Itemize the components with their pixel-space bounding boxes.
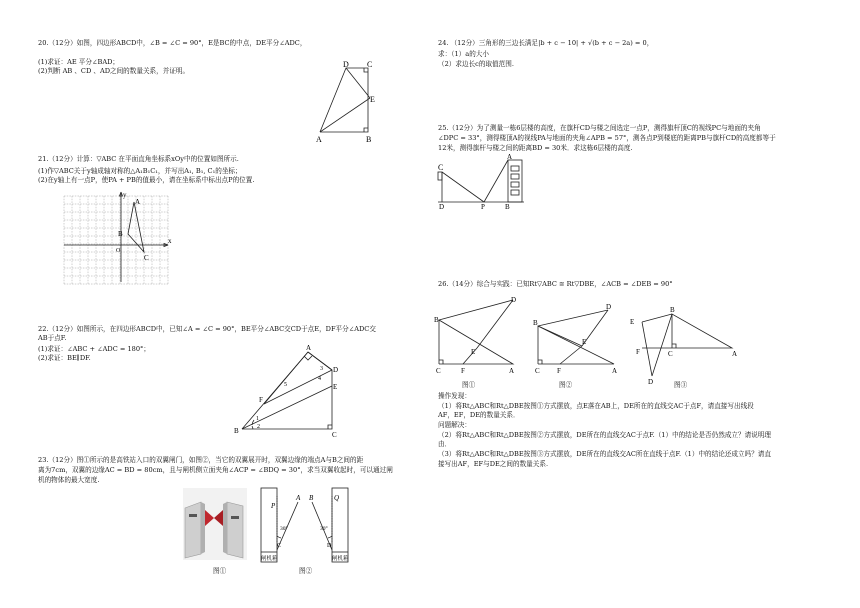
q22-angle-4: 4 — [318, 376, 321, 382]
q22-label-B: B — [234, 427, 239, 435]
q26-f1-label-A: A — [509, 367, 515, 375]
q26-section-discover: 操作发现： — [438, 392, 471, 400]
q23-line2: 离为7cm，双翼的边缘AC = BD = 80cm，且与闸机侧立面夹角∠ACP = ∠BDQ = 30°，求当双翼收起时，可以通过闸 — [38, 466, 393, 474]
q23-label-D: D — [327, 543, 332, 549]
q22-quadrilateral-figure — [228, 340, 348, 440]
q26-part3-line1: （3）将Rt△ABC和Rt△DBE按图③方式摆放，DE所在的直线交AC所在直线于点F.（1）中的结论还成立吗？请直 — [438, 450, 771, 458]
q26-figure-1 — [433, 294, 523, 380]
q24-part1: 求：（1）a的大小 — [438, 50, 489, 58]
q23-gate-diagram — [258, 482, 358, 566]
q26-f2-label-F: F — [557, 367, 561, 375]
q25-line2: ∠DPC = 33°，测得楼顶A的视线PA与地面的夹角∠APB = 57°，测各点P到楼底的距离PB与旗杆CD的高度都等于 — [438, 134, 776, 142]
q22-angle-5: 5 — [284, 382, 287, 388]
q23-gate-photo — [183, 488, 247, 560]
q20-label-A: A — [316, 135, 322, 144]
q23-label-P: P — [271, 502, 276, 510]
q26-f1-label-D: D — [511, 296, 517, 304]
q26-caption-fig3: 图③ — [674, 381, 688, 389]
q23-gate-box-right: 闸机箱 — [332, 556, 349, 562]
q20-label-D: D — [343, 60, 349, 69]
q23-gate-box-left: 闸机箱 — [261, 556, 278, 562]
q25-line3: 12米，测得旗杆与楼之间的距离BD = 30米．求这栋6层楼的高度. — [438, 144, 633, 152]
q23-caption-fig2: 图② — [299, 567, 313, 575]
q22-label-E: E — [333, 383, 338, 391]
q26-f1-label-C: C — [436, 367, 441, 375]
q26-f2-label-E: E — [582, 338, 587, 346]
q26-part1-line2: AF，EF，DE的数量关系． — [438, 411, 520, 419]
q22-angle-3: 3 — [320, 366, 323, 372]
q25-label-A: A — [507, 153, 513, 161]
q26-caption-fig1: 图① — [462, 381, 476, 389]
q22-angle-1: 1 — [256, 416, 259, 422]
q26-f1-label-F: F — [461, 367, 465, 375]
q26-f1-label-E: E — [471, 348, 476, 356]
q22-title: 22.（12分）如图所示，在四边形ABCD中，已知∠A = ∠C = 90°，BE平分∠ABC交CD于点E，DF平分∠ADC交 — [38, 325, 376, 333]
q26-f2-label-B: B — [533, 319, 538, 327]
q21-label-A: A — [135, 198, 141, 206]
q23-caption-fig1: 图① — [213, 567, 227, 575]
q26-f2-label-A: A — [612, 367, 618, 375]
q22-title-cont: AB于点F. — [38, 334, 67, 342]
q26-f3-label-E: E — [630, 318, 635, 326]
q22-label-A: A — [306, 344, 312, 352]
q22-label-F: F — [259, 396, 263, 404]
q20-title: 20.（12分）如图，四边形ABCD中，∠B = ∠C = 90°，E是BC的中点，DE平分∠ADC， — [38, 39, 307, 47]
q26-caption-fig2: 图② — [559, 381, 573, 389]
q23-label-Q: Q — [334, 494, 340, 502]
q22-part2: (2)求证：BE∥DF. — [38, 354, 91, 362]
q22-label-C: C — [332, 431, 337, 439]
q20-label-E: E — [370, 95, 375, 104]
q20-label-C: C — [367, 60, 373, 69]
q26-part2-line2: 由． — [438, 440, 452, 448]
q21-part1: (1)作▽ABC关于y轴成轴对称的△A₁B₁C₁，并写出A₁, B₁, C₁的坐标； — [38, 167, 242, 175]
q26-figure-2 — [530, 300, 622, 380]
q25-label-C: C — [438, 163, 444, 172]
q25-line1: 25.（12分）为了测量一栋6层楼的高度，在旗杆CD与楼之间选定一点P，测得旗杆顶C的视线PC与地面的夹角 — [438, 124, 761, 132]
q26-f3-label-F: F — [636, 348, 640, 356]
q22-part1: (1)求证：∠ABC + ∠ADC = 180°； — [38, 345, 150, 353]
q26-f3-label-C: C — [668, 350, 673, 358]
q20-quadrilateral-figure — [310, 58, 390, 148]
q26-part2-line1: （2）将Rt△ABC和Rt△DBE按图②方式摆放，DE所在的直线交AC于点F.（1）中的结论是否仍然成立？请说明理 — [438, 431, 771, 439]
q21-label-O: O — [116, 248, 121, 254]
q26-part3-line2: 接写出AF，EF与DE之间的数量关系. — [438, 460, 549, 468]
q26-part1-line1: （1）将Rt△ABC和Rt△DBE按图①方式摆放，点E落在AB上，DE所在的直线交AC于点F，请直接写出线段 — [438, 402, 754, 410]
q23-angle-right: 30° — [320, 526, 328, 532]
q26-f2-label-C: C — [535, 367, 540, 375]
q26-title: 26.（14分）综合与实践：已知Rt▽ABC ≅ Rt▽DBE，∠ACB = ∠DEB = 90° — [438, 280, 673, 288]
q22-label-D: D — [333, 366, 339, 374]
q24-part2: （2）求边长c的取值范围. — [438, 60, 514, 68]
q21-label-C: C — [144, 254, 149, 262]
q22-angle-2: 2 — [257, 424, 260, 430]
q23-line3: 机的物体的最大宽度. — [38, 476, 100, 484]
q26-f3-label-B: B — [670, 306, 675, 314]
q21-label-y: y — [123, 191, 127, 199]
q26-f3-label-A: A — [732, 350, 738, 358]
q26-f3-label-D: D — [648, 378, 654, 386]
q25-label-D: D — [439, 203, 445, 210]
q21-part2: (2)在y轴上有一点P，使PA + PB的值最小，请在坐标系中标出点P的位置. — [38, 176, 255, 184]
q25-flagpole-building-figure — [434, 152, 534, 210]
q21-title: 21.（12分）计算：▽ABC 在平面直角坐标系xOy中的位置如图所示. — [38, 155, 239, 163]
q25-label-P: P — [481, 203, 485, 210]
q21-coordinate-grid — [58, 190, 178, 290]
q26-f2-label-D: D — [606, 303, 612, 311]
q26-section-solve: 问题解决： — [438, 421, 471, 429]
q23-label-C: C — [277, 543, 282, 549]
q21-label-x: x — [168, 237, 172, 245]
q24-title: 24. （12分）三角形的三边长满足|b + c − 10| + √(b + c − 2a) = 0， — [438, 39, 654, 47]
q23-label-A: A — [296, 494, 301, 502]
q23-line1: 23.（12分）图①所示的是高铁站入口的双翼闸门，如图②，当它的双翼展开时，双翼边缘的端点A与B之间的距 — [38, 456, 364, 464]
q25-label-B: B — [505, 203, 510, 210]
q23-label-B: B — [309, 494, 314, 502]
q20-part1: (1)求证：AE 平分∠BAD； — [38, 58, 119, 66]
q23-angle-left: 30° — [280, 526, 288, 532]
q21-label-B: B — [118, 230, 123, 238]
q20-part2: (2)判断 AB 、CD 、AD之间的数量关系，并证明。 — [38, 67, 190, 75]
q26-f1-label-B: B — [434, 316, 439, 324]
q20-label-B: B — [366, 135, 372, 144]
q26-figure-3 — [622, 300, 742, 388]
